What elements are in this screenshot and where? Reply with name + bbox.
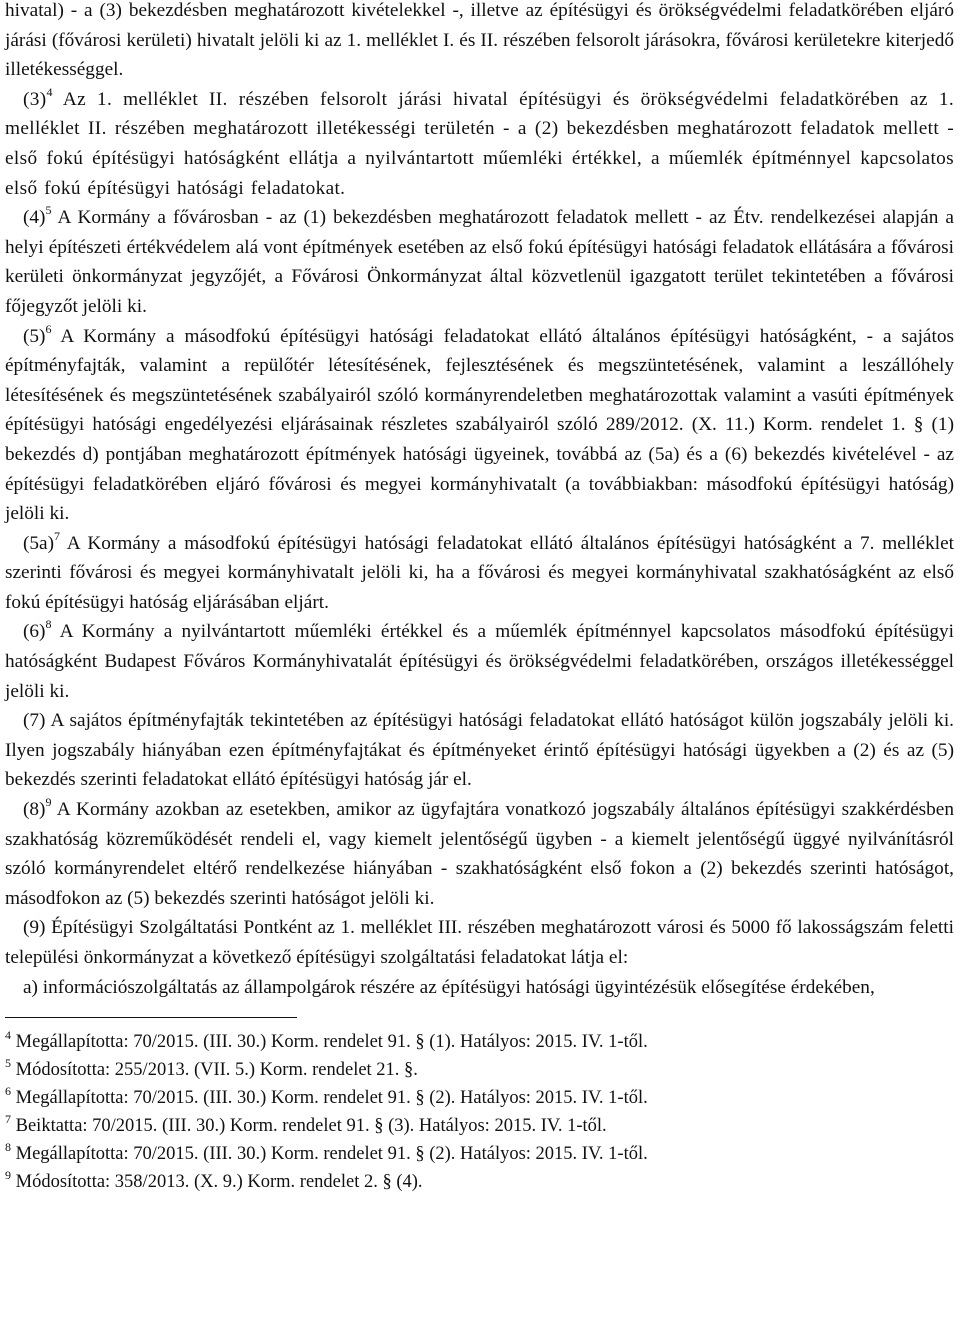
paragraph-5a: $(5a)^7$ A Kormány a másodfokú építésügyi hatósági feladatokat ellátó általános építésügyi hatóságként a 7. melléklet szerinti fővárosi és megyei kormányhivatalt jelöli ki, ha a fővárosi és megyei kormányhivatal szakhatóságként az első fokú építésügyi hatóság eljárásában eljárt. [5,528,954,613]
paragraph-4: $(4)^5$ A Kormány a fővárosban - az (1) bekezdésben meghatározott feladatok mellett - az Étv. rendelkezései alapján a helyi építészeti értékvédelem alá vont építmények esetében az első fokú építésügyi hatósági feladatok ellátására a fővárosi kerületi önkormányzat jegyzőjét, a Fővárosi Önkormányzat által közvetlenül igazgatott terület tekintetében a fővárosi főjegyzőt jelöli ki. [5,203,954,317]
footnote-ref[interactable]: 5 [45,203,52,218]
footnote-number: 5 [5,1056,11,1071]
footnote-divider [5,1017,297,1018]
paragraph-number: (8) [23,799,46,821]
paragraph-6: $(6)^8$ A Kormány a nyilvántartott műemléki értékkel és a műemlék építménnyel kapcsolatos másodfokú építésügyi hatóságként Budapest Főváros Kormányhivatalát építésügyi és örökségvédelmi feladatkörében, országos illetékességgel jelöli ki. [5,617,954,702]
list-item-a: a) információszolgáltatás az állampolgárok részére az építésügyi hatósági ügyintézésük elősegítése érdekében, [23,976,875,998]
paragraph-number: (4) [23,207,46,229]
paragraph-number: (9) [23,917,46,939]
footnote-ref[interactable]: 7 [54,528,61,543]
footnote-9: $^9$ Módosította: 358/2013. (X. 9.) Korm. rendelet 2. § (4). [5,1168,423,1193]
paragraph-number: (3) [23,88,47,110]
footnote-ref[interactable]: 6 [45,321,52,336]
footnote-ref[interactable]: 4 [46,84,53,99]
footnote-ref[interactable]: 9 [45,795,52,810]
footnote-ref[interactable]: 8 [45,617,52,632]
main-text [5,0,954,1002]
paragraph-7: (7) A sajátos építményfajták tekintetében az építésügyi hatósági feladatokat ellátó hatóságot külön jogszabály jelöli ki. Ilyen jogszabály hiányában ezen építményfajtákat és építményeket érintő építésügyi hatósági ügyekben a (2) és az (5) bekezdés szerinti feladatokat ellátó építésügyi hatóság jár el. [5,710,954,791]
footnote-number: 4 [5,1028,11,1043]
footnote-5: $^5$ Módosította: 255/2013. (VII. 5.) Korm. rendelet 21. §. [5,1056,418,1081]
footnote-number: 8 [5,1140,11,1155]
paragraph-number: (5) [23,325,46,347]
paragraph-9: (9) Építésügyi Szolgáltatási Pontként az 1. melléklet III. részében meghatározott városi és 5000 fő lakosságszám feletti települési önkormányzat a következő építésügyi szolgáltatási feladatokat látja el: [5,917,954,968]
paragraph-number: (7) [23,710,46,732]
paragraph-8: $(8)^9$ A Kormány azokban az esetekben, amikor az ügyfajtára vonatkozó jogszabály általános építésügyi szakkérdésben szakhatóság közreműködését rendeli el, vagy kiemelt jelentőségű ügyben - a kiemelt jelentőségű üggyé nyilvánításról szóló kormányrendelet eltérő rendelkezése hiányában - szakhatóságként első fokon a (2) bekezdés szerinti hatóságot, másodfokon az (5) bekezdés szerinti hatóságot jelöli ki. [5,795,954,909]
footnote-number: 6 [5,1084,11,1099]
footnote-8: $^8$ Megállapította: 70/2015. (III. 30.) Korm. rendelet 91. § (2). Hatályos: 2015. IV. 1-től. [5,1140,648,1165]
footnote-7: $^7$ Beiktatta: 70/2015. (III. 30.) Korm. rendelet 91. § (3). Hatályos: 2015. IV. 1-től. [5,1112,607,1137]
footnote-4: $^4$ Megállapította: 70/2015. (III. 30.) Korm. rendelet 91. § (1). Hatályos: 2015. IV. 1-től. [5,1028,648,1053]
paragraph-number: (5a) [23,532,55,554]
footnote-6: $^6$ Megállapította: 70/2015. (III. 30.) Korm. rendelet 91. § (2). Hatályos: 2015. IV. 1-től. [5,1084,648,1109]
list-item-label: a) [23,976,38,998]
footnote-number: 9 [5,1168,11,1183]
paragraph-3: $(3)^4$ Az 1. melléklet II. részében felsorolt járási hivatal építésügyi és örökségvédelmi feladatkörében az 1. melléklet II. részében meghatározott illetékességi területén - a (2) bekezdésben meghatározott feladatok mellett - első fokú építésügyi hatóságként ellátja a nyilvántartott műemléki értékkel, a műemlék építménnyel kapcsolatos első fokú építésügyi hatósági feladatokat. [5,84,954,199]
paragraph-5: $(5)^6$ A Kormány a másodfokú építésügyi hatósági feladatokat ellátó általános építésügyi hatóságként, - a sajátos építményfajták, valamint a repülőtér létesítésének, fejlesztésének és megszüntetésének, valamint a leszállóhely létesítésének és megszüntetésének szabályairól szóló kormányrendeletben meghatározottak valamint a vasúti építmények építésügyi hatósági engedélyezési eljárásainak részletes szabályairól szóló 289/2012. (X. 11.) Korm. rendelet 1. § (1) bekezdés d) pontjában meghatározott építmények hatósági ügyeinek, továbbá az (5a) és a (6) bekezdés kivételével - az építésügyi feladatkörében eljáró fővárosi és megyei kormányhivatalt (a továbbiakban: másodfokú építésügyi hatóság) jelöli ki. [5,321,954,525]
footnote-number: 7 [5,1112,11,1127]
footnotes [5,1028,954,1196]
paragraph-number: (6) [23,621,46,643]
paragraph-continuation: hivatal) - a (3) bekezdésben meghatározott kivételekkel -, illetve az építésügyi és örökségvédelmi feladatkörében eljáró járási (fővárosi kerületi) hivatalt jelöli ki az 1. melléklet I. és II. részében felsorolt járásokra, fővárosi kerületekre kiterjedő illetékességgel. [5,0,954,81]
